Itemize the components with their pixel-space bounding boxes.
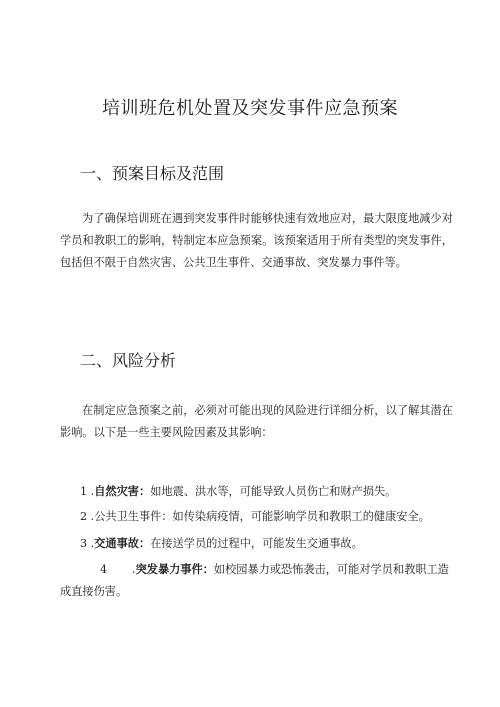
list-item-term: 自然灾害： [94, 484, 151, 498]
risk-item-violence [60, 558, 460, 603]
risk-item-public-health [80, 506, 470, 528]
list-item-text: 如地震、洪水等，可能导致人员伤亡和财产损失。 [150, 485, 397, 498]
list-item-text: 如校园暴力或恐怖袭击，可能对学员和教职工造成直接伤害。 [60, 563, 449, 598]
list-item-term: 突发暴力事件： [135, 562, 214, 576]
risk-item-traffic-accident [80, 532, 470, 555]
document-title: 培训班危机处置及突发事件应急预案 [102, 98, 398, 119]
risk-paragraph: 在制定应急预案之前，必须对可能出现的风险进行详细分析，以了解其潜在影响。以下是一些主要风险因素及其影响： [60, 404, 453, 439]
list-item-number: 3 . [80, 537, 95, 550]
scope-paragraph: 为了确保培训班在遇到突发事件时能够快速有效地应对，最大限度地减少对学员和教职工的影响，特制定本应急预案。该预案适用于所有类型的突发事件，包括但不限于自然灾害、公共卫生事件、交通事故、突发暴力事件等。 [60, 212, 453, 269]
section-heading-scope: 一、预案目标及范围 [80, 164, 225, 183]
list-item-number: 2 . [80, 510, 95, 523]
list-item-text: 公共卫生事件：如传染病疫情，可能影响学员和教职工的健康安全。 [94, 510, 430, 523]
list-item-number: 1 . [80, 485, 95, 498]
risk-item-natural-disaster [80, 480, 470, 503]
list-item-number: 4 . [100, 563, 136, 576]
list-item-term: 交通事故： [94, 536, 151, 550]
section-heading-risk: 二、风险分析 [80, 351, 177, 370]
list-item-text: 在接送学员的过程中，可能发生交通事故。 [150, 537, 363, 550]
